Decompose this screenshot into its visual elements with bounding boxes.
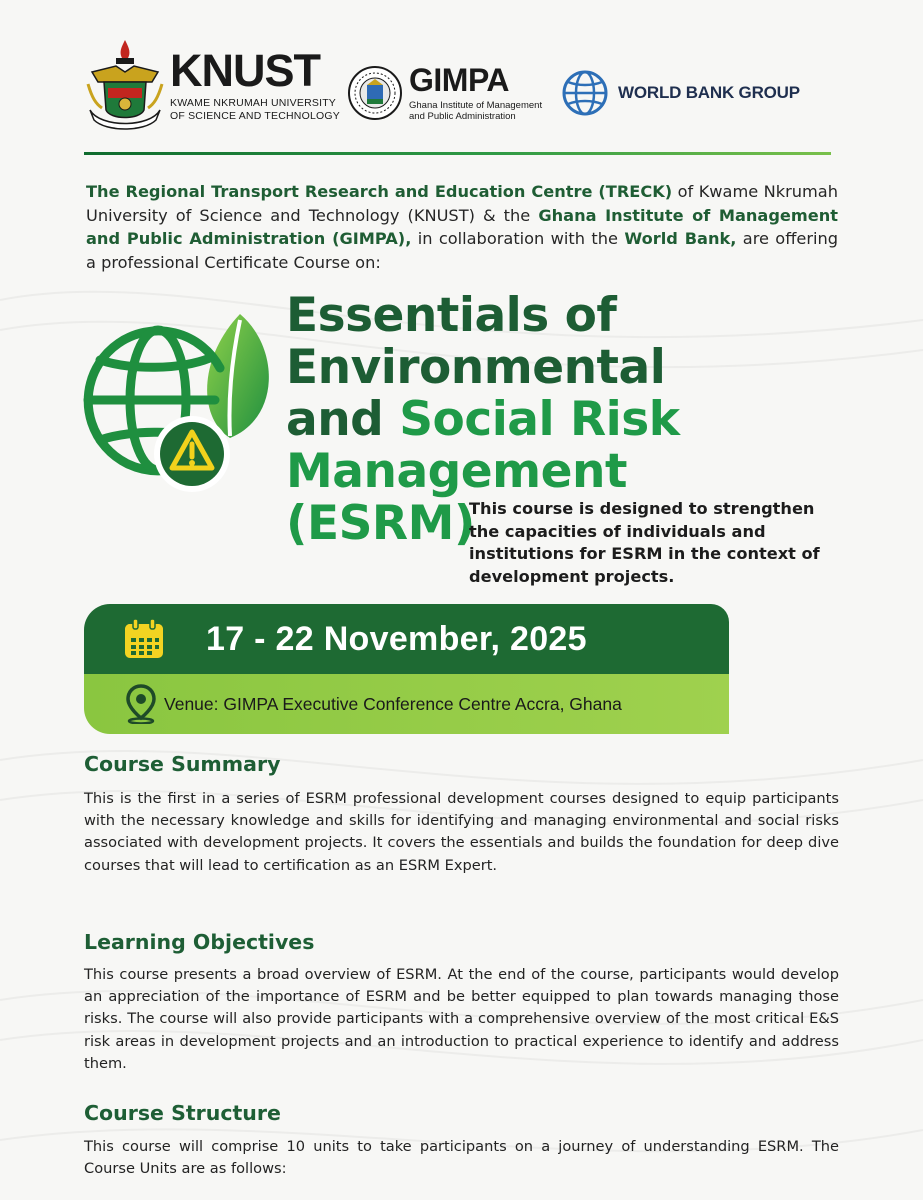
gimpa-subtitle-2: and Public Administration <box>409 111 516 122</box>
intro-text-2: in collaboration with the <box>411 229 625 248</box>
title-line-3b: Social Risk <box>399 392 680 447</box>
knust-wordmark: KNUST <box>170 45 320 96</box>
knust-logo <box>86 38 340 134</box>
course-structure-heading: Course Structure <box>84 1101 281 1125</box>
course-summary-body: This is the first in a series of ESRM professional development courses designed to equip participants with the necessary knowledge and skills for identifying and managing environmental and social risks associated with development projects. It covers the essentials and builds the foundation for deep dive courses that will lead to certification as an ESRM Expert. <box>84 790 839 874</box>
globe-leaf-warning-icon <box>80 308 275 498</box>
course-dates: 17 - 22 November, 2025 <box>206 619 587 658</box>
knust-subtitle-1: KWAME NKRUMAH UNIVERSITY <box>170 97 337 109</box>
course-tagline: This course is designed to strengthen the capacities of individuals and institutions for ESRM in the context of development projects. <box>469 499 820 586</box>
gimpa-seal-icon <box>347 65 403 121</box>
intro-paragraph <box>86 180 838 274</box>
knust-subtitle-2: OF SCIENCE AND TECHNOLOGY <box>170 110 340 122</box>
world-bank-wordmark: WORLD BANK GROUP <box>618 83 800 102</box>
course-structure-body: This course will comprise 10 units to take participants on a journey of understanding ESRM. The Course Units are as follows: <box>84 1138 839 1178</box>
intro-bold-treck: The Regional Transport Research and Education Centre (TRECK) <box>86 182 673 201</box>
title-line-2: Environmental <box>286 340 666 395</box>
title-line-5: (ESRM) <box>286 496 475 551</box>
location-pin-icon <box>124 684 158 724</box>
learning-objectives-body: This course presents a broad overview of ESRM. At the end of the course, participants would develop an appreciation of the importance of ESRM and be better equipped to plan towards managing those risks. The course will also provide participants with a comprehensive overview of the most critical E&S risk areas in development projects and an introduction to practical experience to identify and address them. <box>84 966 839 1072</box>
course-venue: Venue: GIMPA Executive Conference Centre Accra, Ghana <box>164 693 622 714</box>
title-line-3a: and <box>286 392 400 447</box>
gimpa-logo <box>347 64 542 122</box>
date-banner <box>84 604 729 674</box>
intro-text-1: of Kwame Nkrumah University of Science and Technology (KNUST) & the <box>86 182 838 225</box>
course-summary-heading: Course Summary <box>84 752 281 776</box>
gimpa-wordmark: GIMPA <box>409 62 510 98</box>
title-line-4: Management <box>286 444 627 499</box>
gimpa-subtitle-1: Ghana Institute of Management <box>409 100 543 111</box>
intro-text-3: are offering a professional Certificate Course on: <box>86 229 839 272</box>
knust-crest-icon <box>86 38 164 134</box>
learning-objectives-heading: Learning Objectives <box>84 930 315 954</box>
header-divider <box>84 152 831 155</box>
intro-bold-world-bank: World Bank, <box>624 229 737 248</box>
calendar-icon <box>122 617 166 661</box>
title-line-1: Essentials of <box>286 288 617 343</box>
intro-bold-gimpa: Ghana Institute of Management and Public Administration (GIMPA), <box>86 205 839 248</box>
world-bank-globe-icon <box>562 70 608 116</box>
world-bank-logo <box>562 70 800 116</box>
venue-banner <box>84 674 729 734</box>
